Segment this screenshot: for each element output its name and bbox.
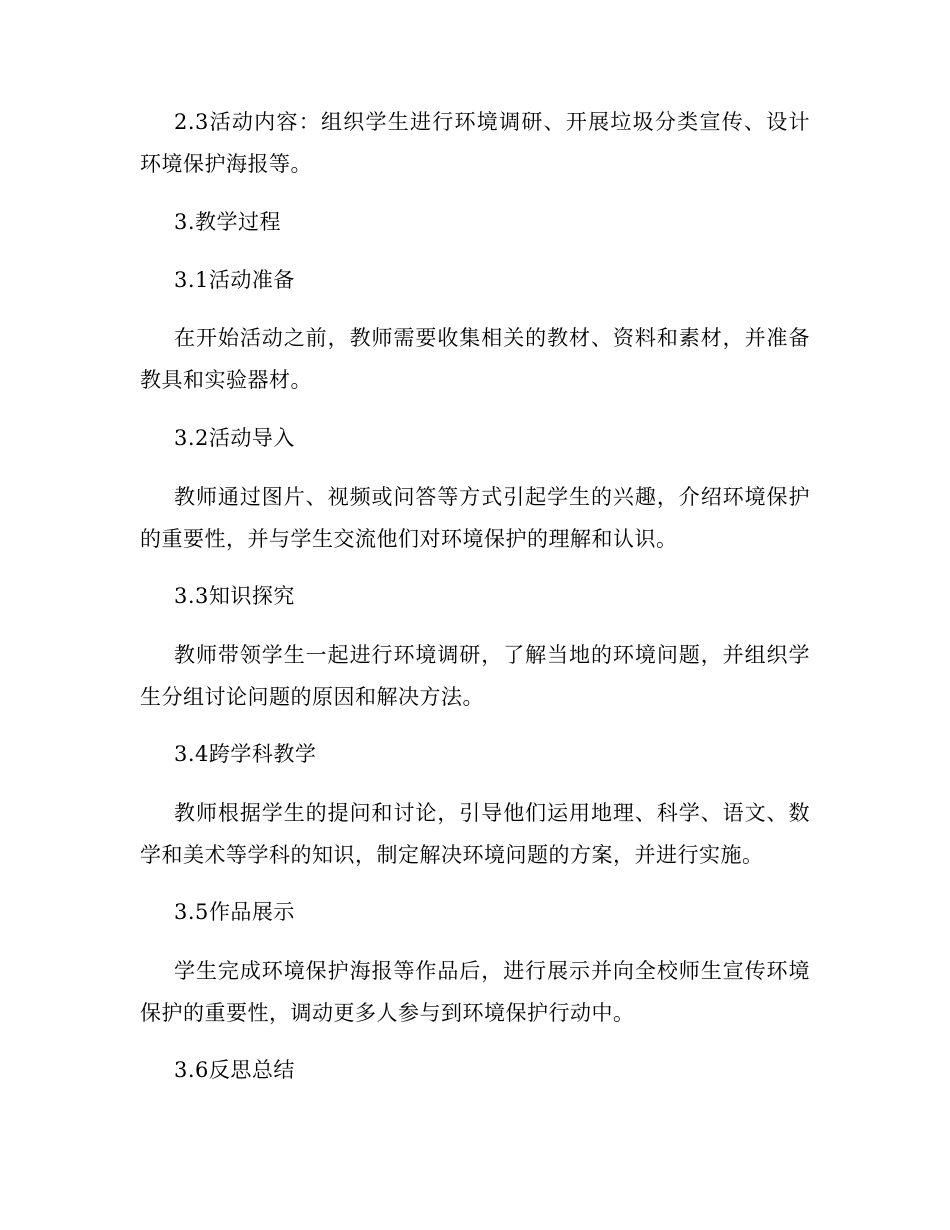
paragraph-activity-content: 2.3活动内容：组织学生进行环境调研、开展垃圾分类宣传、设计环境保护海报等。: [140, 110, 810, 176]
paragraph-activity-preparation: 在开始活动之前，教师需要收集相关的教材、资料和素材，并准备教具和实验器材。: [140, 326, 810, 392]
paragraph-knowledge-inquiry: 教师带领学生一起进行环境调研，了解当地的环境问题，并组织学生分组讨论问题的原因和解决方法。: [140, 643, 810, 709]
heading-reflection-summary: 3.6反思总结: [174, 1058, 295, 1082]
heading-work-display: 3.5作品展示: [174, 900, 295, 924]
paragraph-activity-introduction: 教师通过图片、视频或问答等方式引起学生的兴趣，介绍环境保护的重要性，并与学生交流他们对环境保护的理解和认识。: [140, 485, 810, 551]
heading-interdisciplinary-teaching: 3.4跨学科教学: [174, 742, 317, 766]
heading-knowledge-inquiry: 3.3知识探究: [174, 584, 295, 608]
heading-teaching-process: 3.教学过程: [174, 210, 282, 234]
heading-activity-introduction: 3.2活动导入: [174, 426, 295, 450]
heading-activity-preparation: 3.1活动准备: [174, 268, 295, 292]
paragraph-interdisciplinary-teaching: 教师根据学生的提问和讨论，引导他们运用地理、科学、语文、数学和美术等学科的知识，制定解决环境问题的方案，并进行实施。: [140, 801, 810, 867]
paragraph-work-display: 学生完成环境保护海报等作品后，进行展示并向全校师生宣传环境保护的重要性，调动更多人参与到环境保护行动中。: [140, 959, 810, 1025]
